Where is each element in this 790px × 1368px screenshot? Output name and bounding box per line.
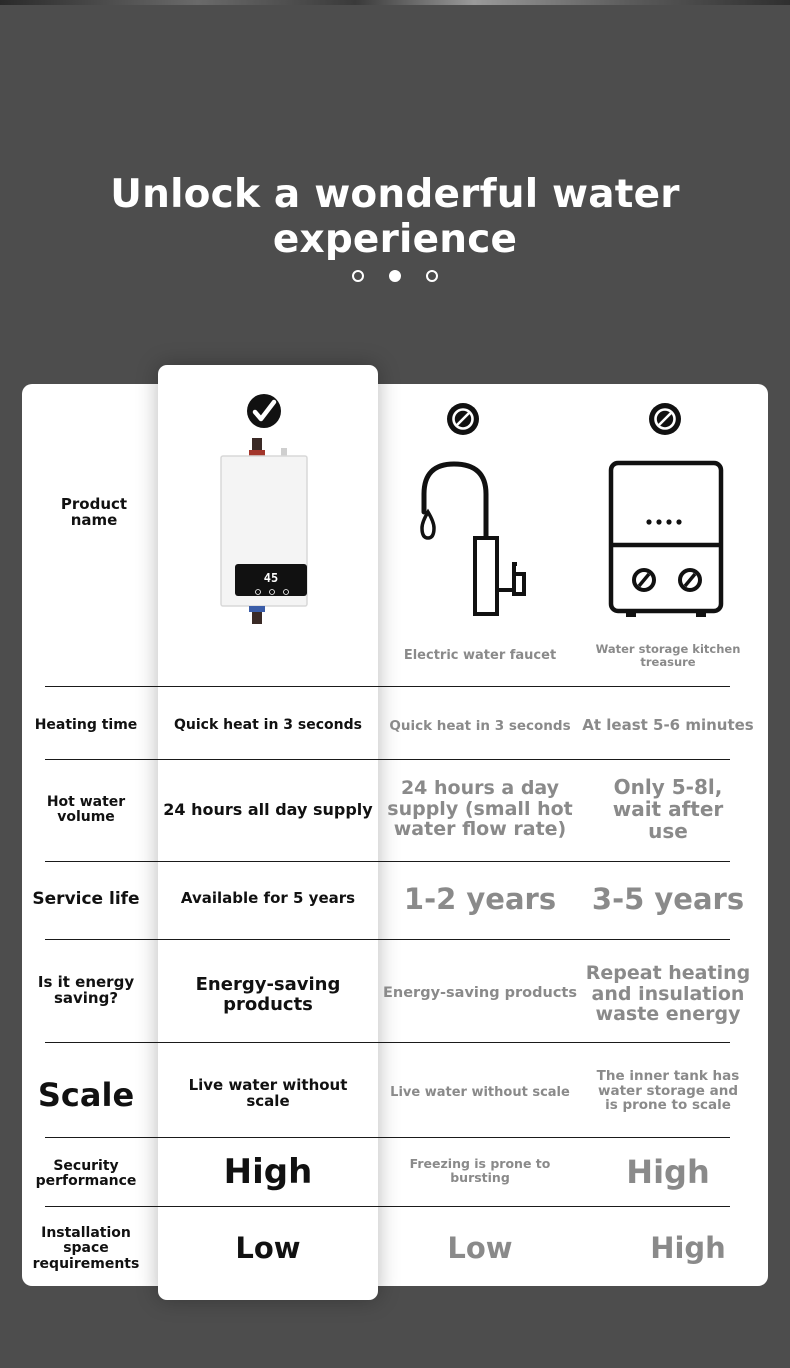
row-label-installation-space: Installation space requirements xyxy=(32,1224,140,1272)
cell-installation-ours: Low xyxy=(235,1231,301,1266)
cell-installation-storage: High xyxy=(650,1231,726,1266)
row-label-service-life: Service life xyxy=(32,888,140,909)
cell-service-life-ours: Available for 5 years xyxy=(180,888,356,907)
carousel-dot-2[interactable] xyxy=(389,270,401,282)
row-divider xyxy=(45,1206,730,1207)
check-circle-icon xyxy=(247,394,281,428)
cell-hot-water-faucet: 24 hours a day supply (small hot water flow rate) xyxy=(387,776,573,841)
row-label-product-name: Product name xyxy=(60,494,128,529)
cell-security-ours: High xyxy=(223,1152,313,1193)
page-headline: Unlock a wonderful water experience xyxy=(110,172,680,262)
row-divider xyxy=(45,861,730,862)
cell-heating-time-ours: Quick heat in 3 seconds xyxy=(174,717,362,734)
row-divider xyxy=(45,686,730,687)
electric-faucet-icon xyxy=(414,460,530,620)
cell-hot-water-ours: 24 hours all day supply xyxy=(163,800,373,820)
cell-security-faucet: Freezing is prone to bursting xyxy=(409,1156,551,1185)
cell-scale-faucet: Live water without scale xyxy=(390,1084,570,1100)
cell-service-life-storage: 3-5 years xyxy=(591,882,745,917)
heater-display: 45 xyxy=(263,571,279,585)
row-divider xyxy=(45,939,730,940)
cell-heating-time-faucet: Quick heat in 3 seconds xyxy=(389,717,571,734)
row-label-hot-water-volume: Hot water volume xyxy=(46,793,126,825)
caption-electric-faucet: Electric water faucet xyxy=(403,647,557,663)
prohibited-circle-icon xyxy=(649,403,681,435)
row-label-energy-saving: Is it energy saving? xyxy=(37,972,135,1007)
caption-water-storage: Water storage kitchen treasure xyxy=(595,642,741,669)
cell-scale-ours: Live water without scale xyxy=(188,1075,348,1110)
row-label-heating-time: Heating time xyxy=(34,717,138,734)
water-heater-image xyxy=(215,436,315,626)
carousel-indicators xyxy=(0,270,790,282)
row-divider xyxy=(45,759,730,760)
cell-service-life-faucet: 1-2 years xyxy=(403,882,557,917)
carousel-dot-3[interactable] xyxy=(426,270,438,282)
row-divider xyxy=(45,1042,730,1043)
water-storage-heater-icon xyxy=(606,459,726,619)
carousel-dot-1[interactable] xyxy=(352,270,364,282)
cell-hot-water-storage: Only 5-8l, wait after use xyxy=(612,775,724,843)
cell-energy-ours: Energy-saving products xyxy=(195,974,341,1015)
top-image-strip xyxy=(0,0,790,5)
cell-scale-storage: The inner tank has water storage and is prone to scale xyxy=(596,1067,740,1114)
prohibited-circle-icon xyxy=(447,403,479,435)
cell-security-storage: High xyxy=(626,1153,710,1192)
cell-heating-time-storage: At least 5-6 minutes xyxy=(582,715,754,734)
row-label-scale: Scale xyxy=(37,1076,135,1115)
row-label-security: Security performance xyxy=(35,1157,137,1189)
row-divider xyxy=(45,1137,730,1138)
cell-installation-faucet: Low xyxy=(447,1231,513,1266)
cell-energy-storage: Repeat heating and insulation waste energy xyxy=(585,961,751,1026)
cell-energy-faucet: Energy-saving products xyxy=(382,985,577,1002)
